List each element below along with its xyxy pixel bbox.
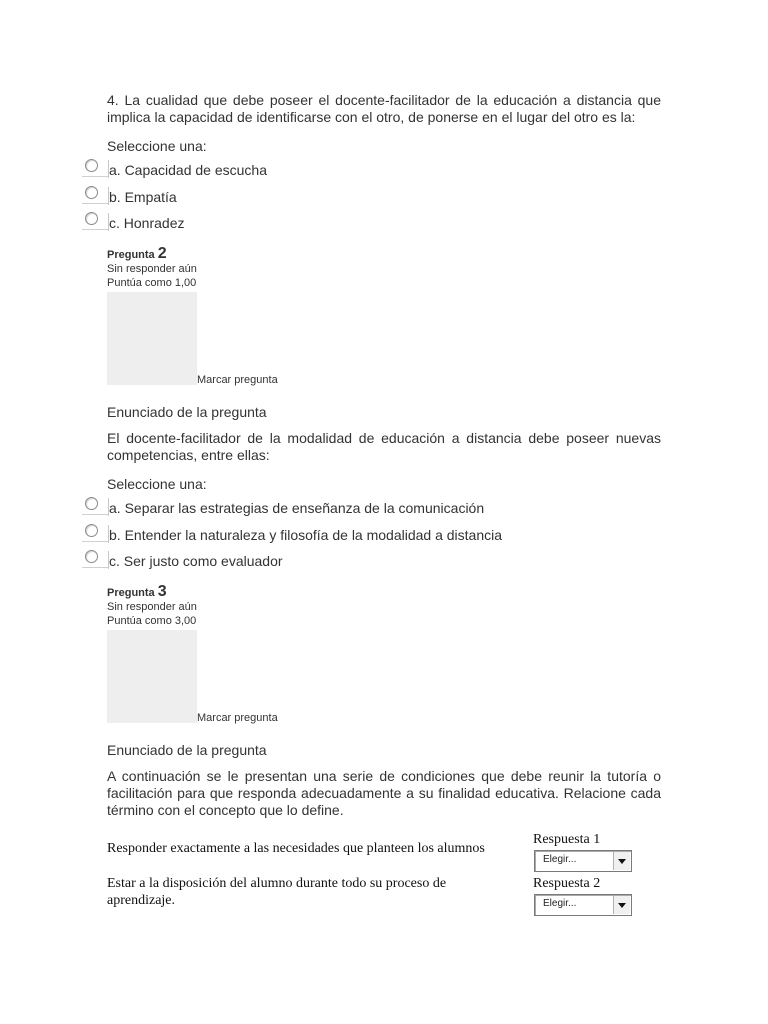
question-3-heading: Enunciado de la pregunta	[107, 742, 267, 758]
option-divider	[82, 514, 108, 515]
radio-button[interactable]	[85, 212, 98, 225]
match-answer-select-2[interactable]	[534, 894, 632, 916]
question-1-option-b[interactable]	[82, 185, 682, 207]
question-word: Pregunta	[107, 249, 155, 261]
radio-button[interactable]	[85, 497, 98, 510]
select-value: Elegir...	[543, 898, 577, 909]
match-answer-select-1[interactable]	[534, 850, 632, 872]
question-2-prompt: Seleccione una:	[107, 476, 207, 492]
question-3-flag-area	[107, 630, 197, 723]
question-2-title	[107, 247, 307, 262]
question-2-status: Sin responder aún	[107, 263, 197, 275]
question-2-option-c[interactable]	[82, 549, 682, 571]
option-divider	[82, 229, 108, 230]
option-label[interactable]: b. Empatía	[109, 189, 177, 205]
radio-button[interactable]	[85, 524, 98, 537]
radio-button[interactable]	[85, 159, 98, 172]
question-number: 3	[157, 583, 167, 600]
option-label[interactable]: b. Entender la naturaleza y filosofía de la modalidad a distancia	[109, 527, 503, 543]
question-word: Pregunta	[107, 587, 155, 599]
question-2-flag-link[interactable]: Marcar pregunta	[197, 374, 278, 386]
chevron-down-icon[interactable]	[613, 896, 630, 914]
question-2-info	[107, 247, 307, 290]
question-3-score: Puntúa como 3,00	[107, 615, 197, 627]
question-1-text: 4. La cualidad que debe poseer el docente-facilitador de la educación a distancia que implica la capacidad de identificarse con el otro, de ponerse en el lugar del otro es la:	[107, 92, 661, 125]
radio-button[interactable]	[85, 550, 98, 563]
question-number: 2	[157, 245, 167, 262]
question-1-option-c[interactable]	[82, 211, 682, 233]
question-2-score: Puntúa como 1,00	[107, 277, 197, 289]
question-1-prompt: Seleccione una:	[107, 138, 207, 154]
match-answer-label-1: Respuesta 1	[533, 832, 601, 847]
option-divider	[82, 541, 108, 542]
match-stem-1: Responder exactamente a las necesidades que planteen los alumnos	[107, 841, 485, 856]
option-label[interactable]: a. Separar las estrategias de enseñanza de la comunicación	[109, 500, 485, 516]
option-divider	[82, 567, 108, 568]
option-divider	[82, 176, 108, 177]
question-2-heading: Enunciado de la pregunta	[107, 404, 267, 420]
option-label[interactable]: c. Honradez	[109, 215, 185, 231]
question-2-flag-area	[107, 292, 197, 385]
question-3-title	[107, 585, 307, 600]
select-value: Elegir...	[543, 854, 577, 865]
option-label[interactable]: c. Ser justo como evaluador	[109, 553, 283, 569]
question-3-flag-link[interactable]: Marcar pregunta	[197, 712, 278, 724]
question-3-text: A continuación se le presentan una serie de condiciones que debe reunir la tutoría o facilitación para que responda adecuadamente a su finalidad educativa. Relacione cada término con el concepto que lo define.	[107, 768, 661, 818]
question-3-info	[107, 585, 307, 628]
match-stem-2: Estar a la disposición del alumno durante todo su proceso de aprendizaje.	[107, 876, 447, 908]
question-1-option-a[interactable]	[82, 158, 682, 180]
question-3-status: Sin responder aún	[107, 601, 197, 613]
question-2-option-b[interactable]	[82, 523, 682, 545]
radio-button[interactable]	[85, 186, 98, 199]
option-label[interactable]: a. Capacidad de escucha	[109, 162, 267, 178]
question-2-option-a[interactable]	[82, 496, 682, 518]
match-answer-label-2: Respuesta 2	[533, 876, 601, 891]
chevron-down-icon[interactable]	[613, 852, 630, 870]
question-2-text: El docente-facilitador de la modalidad de educación a distancia debe poseer nuevas competencias, entre ellas:	[107, 430, 661, 463]
option-divider	[82, 203, 108, 204]
